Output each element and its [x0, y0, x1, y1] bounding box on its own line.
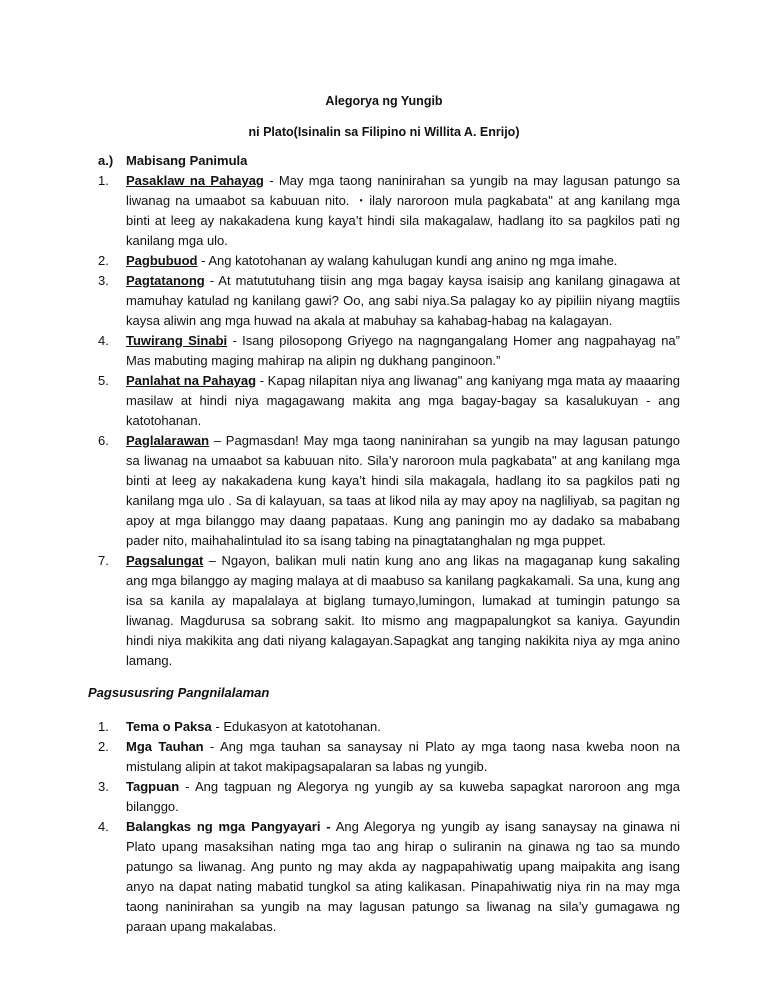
item-term: Tuwirang Sinabi — [126, 333, 228, 348]
item-number: 3. — [98, 273, 109, 288]
list-item — [98, 717, 680, 737]
section-a-heading — [98, 151, 680, 171]
list-b — [88, 717, 680, 937]
item-term: Balangkas ng mga Pangyayari - — [126, 819, 331, 834]
document-title: Alegorya ng Yungib — [325, 94, 443, 108]
list-item — [98, 431, 680, 551]
item-term: Mga Tauhan — [126, 739, 204, 754]
item-number: 1. — [98, 719, 109, 734]
item-term: Tagpuan — [126, 779, 180, 794]
item-text: - Ang tagpuan ng Alegorya ng yungib ay sa kuweba sapagkat naroroon ang mga bilanggo. — [126, 779, 680, 814]
item-term: Pagsalungat — [126, 553, 204, 568]
section-heading: Pagsususring Pangnilalaman — [88, 685, 270, 700]
item-text: - Ang mga tauhan sa sanaysay ni Plato ay mga taong nasa kweba noon na mistulang alipin at takot makipagsapalaran sa labas ng yungib. — [126, 739, 680, 774]
item-number: 6. — [98, 433, 109, 448]
item-number: 3. — [98, 779, 109, 794]
section-a-label: Mabisang Panimula — [126, 153, 248, 168]
item-text: - Kapag nilapitan niya ang liwanag" ang kaniyang mga mata ay maaaring masilaw at hindi niya magagawang makita ang mga bagay-bagay sa kasalukuyan - ang katotohanan. — [126, 373, 680, 428]
item-text: – Pagmasdan! May mga taong naninirahan sa yungib na may lagusan patungo sa liwanag na umaabot sa kabuuan nito. Sila’y naroroon mula pagkabata" at ang kanilang mga binti at leeg ay nakakadena kung kaya’t hindi sila makagala, hadlang ito sa pagkilos pati ng kanilang mga ulo . Sa di kalayuan, sa taas at likod nila ay may apoy na nagliliyab, sa pagitan ng apoy at mga bilanggo may daang papataas. Kung ang paningin mo ay dadako sa mababang pader nito, maihahalintulad ito sa isang tabing na pinagtatanghalan ng mga puppet. — [126, 433, 680, 548]
document-author: ni Plato(Isinalin sa Filipino ni Willita A. Enrijo) — [248, 125, 520, 139]
item-number: 4. — [98, 333, 109, 348]
item-text: Ang Alegorya ng yungib ay isang sanaysay na ginawa ni Plato upang masaksihan nating mga tao ang hirap o suliranin na ginawa ng tao sa mundo patungo sa liwanag. Ang punto ng may akda ay nagpapahiwatig upang maipakita ang isang anyo na dapat nating mabatid tungkol sa ating kalikasan. Pinapahiwatig niya rin na may mga taong naninirahan sa yungib na may lagusan patungo sa liwanag na sila’y gumagawa ng paraan upang makalabas. — [126, 819, 680, 934]
item-text: - Isang pilosopong Griyego na nagngangalang Homer ang nagpahayag na” Mas mabuting maging mahirap na alipin ng dukhang panginoon.” — [126, 333, 680, 368]
item-term: Pagbubuod — [126, 253, 198, 268]
item-number: 2. — [98, 739, 109, 754]
item-term: Panlahat na Pahayag — [126, 373, 257, 388]
item-term: Tema o Paksa — [126, 719, 212, 734]
list-item — [98, 251, 680, 271]
item-term: Paglalarawan — [126, 433, 210, 448]
list-item — [98, 817, 680, 937]
spacer — [88, 703, 680, 717]
item-number: 1. — [98, 173, 109, 188]
item-text: - May mga taong naninirahan sa yungib na may lagusan patungo sa liwanag na umaabot sa kabuuan nito. ・ilaly naroroon mula pagkabata" at ang kanilang mga binti at leeg ay nakakadena kung kaya’t hindi sila makagalaw, hadlang ito sa pagkilos pati ng kanilang mga ulo. — [126, 173, 680, 248]
item-term: Pagtatanong — [126, 273, 205, 288]
list-item — [98, 171, 680, 251]
list-item — [98, 737, 680, 777]
item-term: Pasaklaw na Pahayag — [126, 173, 264, 188]
item-number: 2. — [98, 253, 109, 268]
item-text: - Ang katotohanan ay walang kahulugan kundi ang anino ng mga imahe. — [197, 253, 618, 268]
item-text: – Ngayon, balikan muli natin kung ano ang likas na magaganap kung sakaling ang mga bilanggo ay maging malaya at di maabuso sa kanilang pagkakamali. Sa una, kung ang isa sa kanila ay mapalalaya at biglang tumayo,lumingon, lumakad at tumingin patungo sa liwanag. Magdurusa sa sobrang sakit. Ito mismo ang magpapalungkot sa kaniya. Gayundin hindi niya makikita ang dati niyang kalagayan.Sapagkat ang tanging nakikita niya ay mga anino lamang. — [126, 553, 680, 668]
item-text: - At matututuhang tiisin ang mga bagay kaysa isaisip ang kanilang ginagawa at mamuhay katulad ng kanilang gawi? Oo, ang sabi niya.Sa palagay ko ay pipiliin niyang magtiis kaysa aliwin ang mga huwad na akala at mabuhay sa kahabag-habag na kalagayan. — [126, 273, 680, 328]
item-number: 5. — [98, 373, 109, 388]
item-number: 7. — [98, 553, 109, 568]
section-a-marker: a.) — [98, 153, 114, 168]
list-item — [98, 371, 680, 431]
list-item — [98, 777, 680, 817]
item-number: 4. — [98, 819, 109, 834]
list-a — [88, 171, 680, 671]
list-item — [98, 331, 680, 371]
list-item — [98, 551, 680, 671]
list-item — [98, 271, 680, 331]
item-text: - Edukasyon at katotohanan. — [211, 719, 381, 734]
